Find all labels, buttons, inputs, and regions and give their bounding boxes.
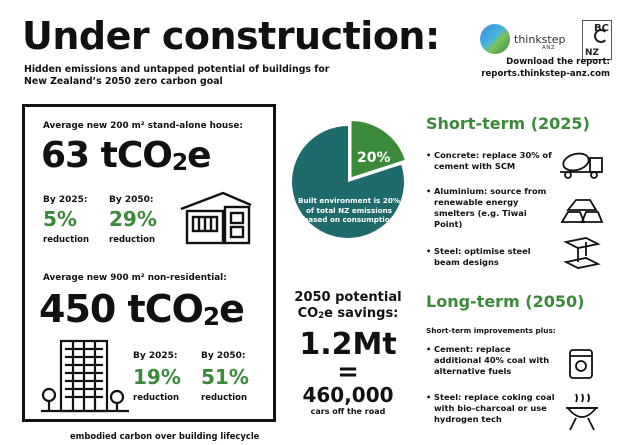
house-by2050-label: By 2050: — [109, 195, 154, 205]
nonres-by2025-label: By 2025: — [133, 351, 178, 361]
house-icon — [177, 187, 255, 247]
concrete-mixer-icon — [558, 150, 606, 180]
nzgbc-logo — [582, 20, 612, 60]
short-term-item-steel: • Steel: optimise steel beam designs — [426, 246, 556, 268]
page-subtitle: Hidden emissions and untapped potential of buildings for New Zealand’s 2050 zero carbon goal — [24, 64, 330, 87]
nonres-by2050-label: By 2050: — [201, 351, 246, 361]
long-term-intro: Short-term improvements plus: — [426, 326, 556, 335]
nonres-label: Average new 900 m² non-residential: — [43, 273, 227, 283]
house-label: Average new 200 m² stand-alone house: — [43, 121, 243, 131]
aluminium-ingots-icon — [560, 196, 604, 226]
barbecue-icon — [562, 392, 602, 432]
download-label: Download the report: — [506, 57, 610, 67]
building-emissions-box — [22, 104, 276, 422]
nonres-reduction-2025: reduction — [133, 393, 179, 403]
pie-description: Built environment is 20% of total NZ emissions (based on consumption) — [297, 196, 401, 224]
nonres-reduction-2050: reduction — [201, 393, 247, 403]
steel-beam-icon — [562, 236, 602, 270]
fuel-bag-icon — [566, 346, 596, 380]
savings-cars-label: cars off the road — [310, 407, 386, 416]
thinkstep-globe-icon — [480, 24, 510, 54]
download-info — [481, 56, 610, 80]
nonres-pct2050: 51% — [201, 365, 249, 389]
long-term-heading: Long-term (2050) — [426, 292, 585, 311]
box-caption: embodied carbon over building lifecycle — [70, 431, 260, 441]
download-url[interactable]: reports.thinkstep-anz.com — [481, 69, 610, 79]
page-title: Under construction: — [22, 14, 440, 58]
savings-title-a: 2050 potential — [294, 290, 402, 305]
nzgbc-letters-b: BC — [594, 23, 609, 34]
pie-percent-label: 20% — [357, 150, 391, 166]
brand-sub: ANZ — [542, 45, 556, 51]
house-reduction-2025: reduction — [43, 235, 89, 245]
savings-value: 1.2Mt — [299, 327, 397, 362]
house-reduction-2050: reduction — [109, 235, 155, 245]
office-building-icon — [41, 337, 129, 415]
house-value: 63 tCO$_2$e — [41, 135, 211, 176]
long-term-item-steel: • Steel: replace coking coal with bio-charcoal or use hydrogen tech — [426, 392, 556, 425]
brand-name: thinkstep — [514, 33, 566, 46]
nonres-pct2025: 19% — [133, 365, 181, 389]
nonres-value: 450 tCO$_2$e — [39, 287, 244, 331]
nzgbc-letters-a: NZ — [585, 48, 600, 58]
long-term-item-cement: • Cement: replace additional 40% coal with alternative fuels — [426, 344, 556, 377]
house-pct2025: 5% — [43, 207, 77, 231]
savings-cars: 460,000 — [302, 383, 394, 407]
savings-title-b: $CO_2e$ savings: — [297, 306, 399, 321]
savings-equals: = — [337, 357, 359, 387]
short-term-item-concrete: • Concrete: replace 30% of cement with SCM — [426, 150, 556, 172]
house-by2025-label: By 2025: — [43, 195, 88, 205]
short-term-item-aluminium: • Aluminium: source from renewable energy smelters (e.g. Tiwai Point) — [426, 186, 556, 230]
house-pct2050: 29% — [109, 207, 157, 231]
savings-block — [278, 290, 418, 416]
short-term-heading: Short-term (2025) — [426, 114, 590, 133]
